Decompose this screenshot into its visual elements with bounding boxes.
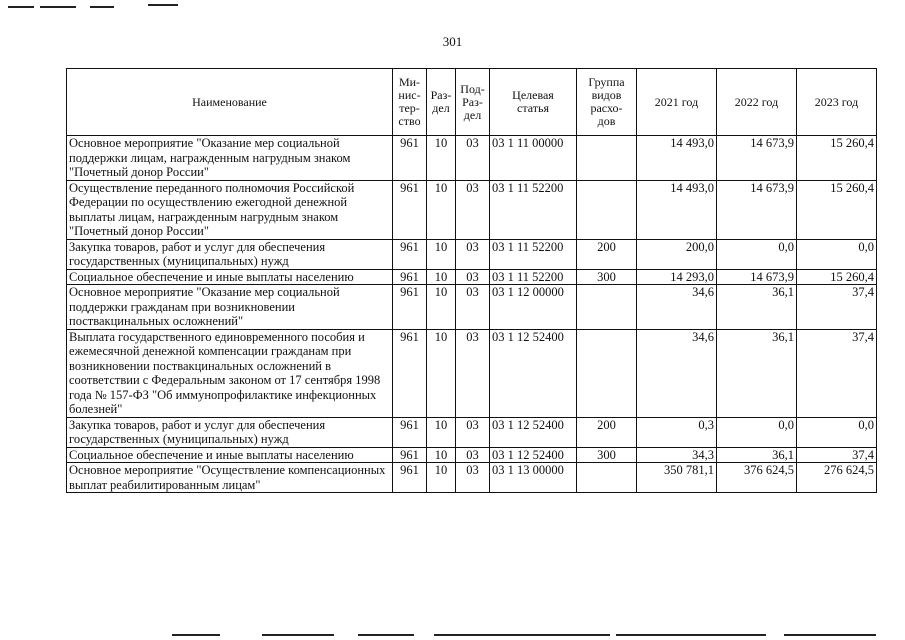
header-subsection: Под- Раз- дел [456, 69, 490, 136]
row-2021: 34,6 [637, 285, 717, 330]
row-group: 200 [577, 417, 637, 447]
row-subsection: 03 [456, 329, 490, 417]
row-section: 10 [427, 269, 456, 285]
scan-artifact-bottom [172, 634, 220, 636]
header-section: Раз- дел [427, 69, 456, 136]
row-2021: 34,6 [637, 329, 717, 417]
row-section: 10 [427, 285, 456, 330]
budget-table [66, 68, 877, 493]
row-group [577, 136, 637, 181]
row-section: 10 [427, 180, 456, 239]
table-row [67, 463, 877, 493]
header-2023: 2023 год [797, 69, 877, 136]
row-ministry: 961 [393, 136, 427, 181]
row-name: Осуществление переданного полномочия Российской Федерации по осуществлению ежегодной денежной выплаты лицам, награжденным нагрудным знаком "Почетный донор России" [67, 180, 393, 239]
row-2021: 14 293,0 [637, 269, 717, 285]
table-row [67, 447, 877, 463]
row-subsection: 03 [456, 269, 490, 285]
row-2022: 14 673,9 [717, 180, 797, 239]
row-2022: 36,1 [717, 447, 797, 463]
row-target: 03 1 11 52200 [490, 180, 577, 239]
scan-artifact-bottom [784, 634, 876, 636]
header-name: Наименование [67, 69, 393, 136]
header-group: Группа видов расхо- дов [577, 69, 637, 136]
row-section: 10 [427, 329, 456, 417]
row-name: Основное мероприятие "Осуществление компенсационных выплат реабилитированным лицам" [67, 463, 393, 493]
row-2023: 37,4 [797, 285, 877, 330]
scan-artifact-bottom [434, 634, 610, 636]
row-2022: 14 673,9 [717, 136, 797, 181]
row-section: 10 [427, 447, 456, 463]
row-subsection: 03 [456, 463, 490, 493]
row-group: 300 [577, 269, 637, 285]
table-row [67, 136, 877, 181]
row-target: 03 1 11 52200 [490, 269, 577, 285]
row-2022: 0,0 [717, 417, 797, 447]
row-2022: 0,0 [717, 239, 797, 269]
row-ministry: 961 [393, 447, 427, 463]
row-target: 03 1 12 52400 [490, 447, 577, 463]
table-row [67, 269, 877, 285]
row-2023: 15 260,4 [797, 136, 877, 181]
row-subsection: 03 [456, 285, 490, 330]
row-ministry: 961 [393, 463, 427, 493]
row-2023: 15 260,4 [797, 180, 877, 239]
row-group [577, 285, 637, 330]
table-row [67, 329, 877, 417]
row-2021: 350 781,1 [637, 463, 717, 493]
row-2022: 36,1 [717, 285, 797, 330]
row-name: Основное мероприятие "Оказание мер социальной поддержки гражданам при возникновении поствакцинальных осложнений" [67, 285, 393, 330]
scan-artifact-bottom [262, 634, 334, 636]
row-ministry: 961 [393, 239, 427, 269]
table-row [67, 239, 877, 269]
row-subsection: 03 [456, 136, 490, 181]
row-section: 10 [427, 417, 456, 447]
row-2022: 376 624,5 [717, 463, 797, 493]
scan-artifact-top [148, 4, 178, 6]
scan-artifact-bottom [358, 634, 414, 636]
row-2023: 0,0 [797, 239, 877, 269]
row-target: 03 1 11 00000 [490, 136, 577, 181]
row-ministry: 961 [393, 329, 427, 417]
row-name: Закупка товаров, работ и услуг для обеспечения государственных (муниципальных) нужд [67, 239, 393, 269]
row-target: 03 1 12 52400 [490, 329, 577, 417]
row-2023: 37,4 [797, 329, 877, 417]
table-header-row [67, 69, 877, 136]
scan-artifact-top [90, 6, 114, 8]
row-2021: 14 493,0 [637, 180, 717, 239]
header-2021: 2021 год [637, 69, 717, 136]
row-2022: 14 673,9 [717, 269, 797, 285]
header-2022: 2022 год [717, 69, 797, 136]
page-number: 301 [442, 34, 463, 49]
row-subsection: 03 [456, 417, 490, 447]
table-row [67, 417, 877, 447]
table-row [67, 285, 877, 330]
row-2021: 34,3 [637, 447, 717, 463]
row-ministry: 961 [393, 269, 427, 285]
row-ministry: 961 [393, 285, 427, 330]
row-ministry: 961 [393, 180, 427, 239]
row-2021: 0,3 [637, 417, 717, 447]
row-group [577, 180, 637, 239]
header-ministry: Ми- нис- тер- ство [393, 69, 427, 136]
row-2023: 0,0 [797, 417, 877, 447]
table-row [67, 180, 877, 239]
row-group: 200 [577, 239, 637, 269]
row-target: 03 1 12 00000 [490, 285, 577, 330]
row-2023: 276 624,5 [797, 463, 877, 493]
row-2023: 37,4 [797, 447, 877, 463]
scan-artifact-top [40, 6, 76, 8]
scan-artifact-bottom [616, 634, 766, 636]
row-name: Основное мероприятие "Оказание мер социальной поддержки лицам, награжденным нагрудным знаком "Почетный донор России" [67, 136, 393, 181]
row-group [577, 463, 637, 493]
row-name: Выплата государственного единовременного пособия и ежемесячной денежной компенсации гражданам при возникновении поствакцинальных осложнений в соответствии с Федеральным законом от 17 сентября 1998 года № 157-ФЗ "Об иммунопрофилактике инфекционных болезней" [67, 329, 393, 417]
row-target: 03 1 12 52400 [490, 417, 577, 447]
row-subsection: 03 [456, 239, 490, 269]
row-2021: 200,0 [637, 239, 717, 269]
row-2021: 14 493,0 [637, 136, 717, 181]
row-ministry: 961 [393, 417, 427, 447]
row-group: 300 [577, 447, 637, 463]
row-name: Закупка товаров, работ и услуг для обеспечения государственных (муниципальных) нужд [67, 417, 393, 447]
row-section: 10 [427, 463, 456, 493]
row-2023: 15 260,4 [797, 269, 877, 285]
scan-artifact-top [8, 6, 34, 8]
row-target: 03 1 13 00000 [490, 463, 577, 493]
row-subsection: 03 [456, 447, 490, 463]
header-target: Целевая статья [490, 69, 577, 136]
row-2022: 36,1 [717, 329, 797, 417]
row-target: 03 1 11 52200 [490, 239, 577, 269]
row-subsection: 03 [456, 180, 490, 239]
row-section: 10 [427, 136, 456, 181]
row-name: Социальное обеспечение и иные выплаты населению [67, 269, 393, 285]
row-name: Социальное обеспечение и иные выплаты населению [67, 447, 393, 463]
row-group [577, 329, 637, 417]
row-section: 10 [427, 239, 456, 269]
